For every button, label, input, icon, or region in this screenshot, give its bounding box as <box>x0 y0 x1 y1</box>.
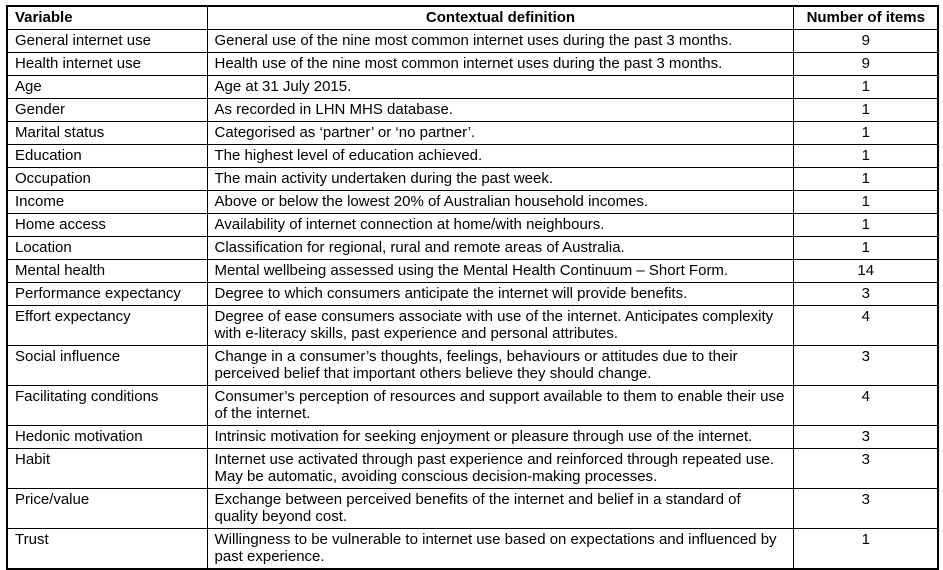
variable-cell: Effort expectancy <box>7 306 207 346</box>
definition-cell: Degree of ease consumers associate with use of the internet. Anticipates complexity with e-literacy skills, past experience and personal attributes. <box>207 306 793 346</box>
table-row <box>7 30 938 53</box>
definition-cell: Classification for regional, rural and remote areas of Australia. <box>207 237 793 260</box>
variable-cell: Location <box>7 237 207 260</box>
items-count-cell: 1 <box>793 237 938 260</box>
items-count-cell: 4 <box>793 386 938 426</box>
table-body <box>7 30 938 570</box>
definition-cell: The main activity undertaken during the past week. <box>207 168 793 191</box>
variable-cell: Trust <box>7 529 207 570</box>
variable-cell: Hedonic motivation <box>7 426 207 449</box>
definition-cell: Age at 31 July 2015. <box>207 76 793 99</box>
definition-cell: As recorded in LHN MHS database. <box>207 99 793 122</box>
items-count-cell: 3 <box>793 449 938 489</box>
variable-cell: Occupation <box>7 168 207 191</box>
table-row <box>7 99 938 122</box>
definition-cell: Health use of the nine most common internet uses during the past 3 months. <box>207 53 793 76</box>
variable-cell: Habit <box>7 449 207 489</box>
table-row <box>7 306 938 346</box>
column-header-number-of-items: Number of items <box>793 6 938 30</box>
items-count-cell: 14 <box>793 260 938 283</box>
variables-definition-table <box>6 5 939 570</box>
definition-cell: Above or below the lowest 20% of Australian household incomes. <box>207 191 793 214</box>
variable-cell: Price/value <box>7 489 207 529</box>
table-row <box>7 237 938 260</box>
items-count-cell: 3 <box>793 283 938 306</box>
items-count-cell: 9 <box>793 30 938 53</box>
table-row <box>7 449 938 489</box>
items-count-cell: 3 <box>793 346 938 386</box>
table-row <box>7 489 938 529</box>
items-count-cell: 3 <box>793 426 938 449</box>
definition-cell: Mental wellbeing assessed using the Mental Health Continuum – Short Form. <box>207 260 793 283</box>
header-row <box>7 6 938 30</box>
variable-cell: Marital status <box>7 122 207 145</box>
definition-cell: Degree to which consumers anticipate the internet will provide benefits. <box>207 283 793 306</box>
items-count-cell: 1 <box>793 191 938 214</box>
definition-cell: Internet use activated through past experience and reinforced through repeated use. May be automatic, avoiding conscious decision-making processes. <box>207 449 793 489</box>
items-count-cell: 1 <box>793 122 938 145</box>
table-row <box>7 426 938 449</box>
items-count-cell: 1 <box>793 99 938 122</box>
definition-cell: Intrinsic motivation for seeking enjoyment or pleasure through use of the internet. <box>207 426 793 449</box>
items-count-cell: 4 <box>793 306 938 346</box>
items-count-cell: 1 <box>793 214 938 237</box>
definition-cell: Consumer’s perception of resources and support available to them to enable their use of the internet. <box>207 386 793 426</box>
definition-cell: Exchange between perceived benefits of the internet and belief in a standard of quality beyond cost. <box>207 489 793 529</box>
table-row <box>7 168 938 191</box>
items-count-cell: 1 <box>793 168 938 191</box>
items-count-cell: 9 <box>793 53 938 76</box>
definition-cell: Categorised as ‘partner’ or ‘no partner’. <box>207 122 793 145</box>
definition-cell: Willingness to be vulnerable to internet use based on expectations and influenced by past experience. <box>207 529 793 570</box>
variable-cell: Gender <box>7 99 207 122</box>
table-row <box>7 386 938 426</box>
definition-cell: General use of the nine most common internet uses during the past 3 months. <box>207 30 793 53</box>
table-row <box>7 53 938 76</box>
variable-cell: Mental health <box>7 260 207 283</box>
variable-cell: General internet use <box>7 30 207 53</box>
table-row <box>7 346 938 386</box>
table-row <box>7 214 938 237</box>
variable-cell: Health internet use <box>7 53 207 76</box>
column-header-variable: Variable <box>7 6 207 30</box>
items-count-cell: 1 <box>793 76 938 99</box>
variable-cell: Income <box>7 191 207 214</box>
definition-cell: Availability of internet connection at home/with neighbours. <box>207 214 793 237</box>
items-count-cell: 1 <box>793 145 938 168</box>
variable-cell: Home access <box>7 214 207 237</box>
variable-cell: Social influence <box>7 346 207 386</box>
definition-cell: The highest level of education achieved. <box>207 145 793 168</box>
table-row <box>7 260 938 283</box>
variable-cell: Education <box>7 145 207 168</box>
definition-cell: Change in a consumer’s thoughts, feelings, behaviours or attitudes due to their perceived belief that important others believe they should change. <box>207 346 793 386</box>
items-count-cell: 3 <box>793 489 938 529</box>
table-row <box>7 191 938 214</box>
column-header-contextual-definition: Contextual definition <box>207 6 793 30</box>
table-row <box>7 122 938 145</box>
variable-cell: Age <box>7 76 207 99</box>
items-count-cell: 1 <box>793 529 938 570</box>
table-row <box>7 145 938 168</box>
variable-cell: Facilitating conditions <box>7 386 207 426</box>
table-row <box>7 76 938 99</box>
table-row <box>7 283 938 306</box>
variable-cell: Performance expectancy <box>7 283 207 306</box>
